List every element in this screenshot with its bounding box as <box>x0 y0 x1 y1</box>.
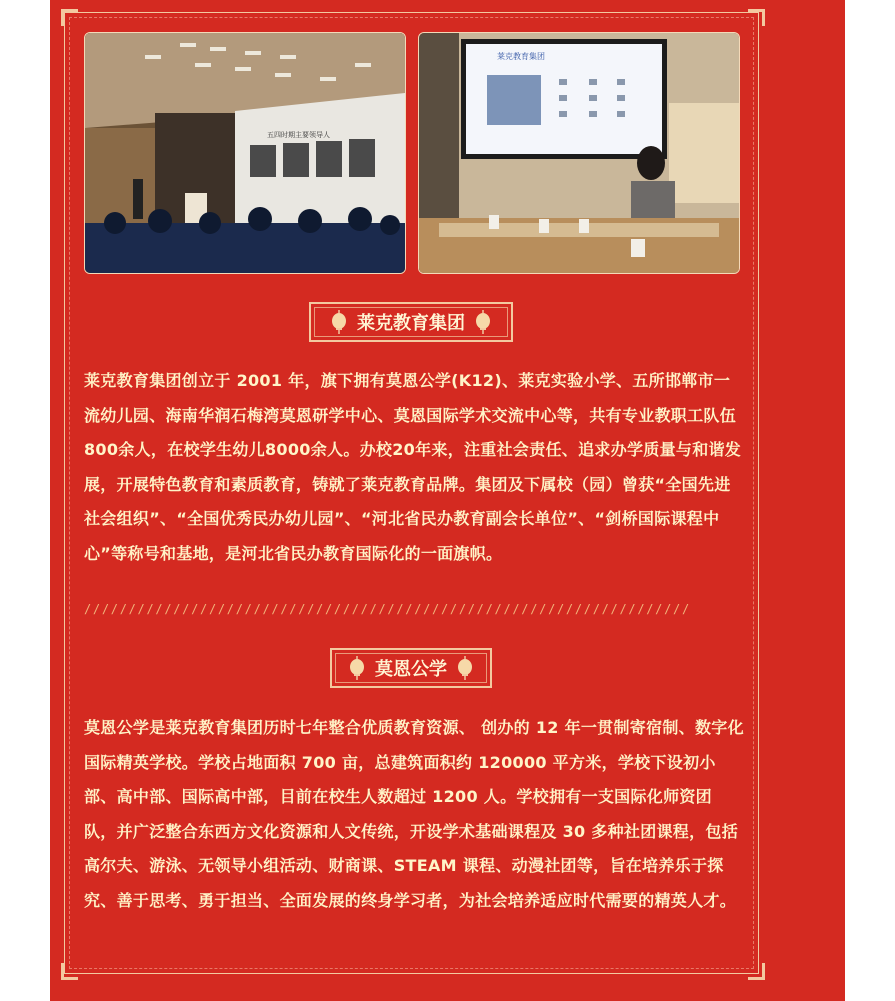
section-title: 莱克教育集团 <box>357 313 465 334</box>
meeting-room-photo <box>418 32 740 274</box>
slash-divider: //////////////////////////////////////////////////////////////////// <box>84 602 691 616</box>
lantern-icon <box>331 310 347 334</box>
frame-corner <box>748 9 765 26</box>
slide-heading: 五四时期主要领导人 <box>267 131 330 139</box>
section-title-box <box>330 648 492 688</box>
frame-corner <box>748 963 765 980</box>
frame-corner <box>61 9 78 26</box>
section-paragraph: 莫恩公学是莱克教育集团历时七年整合优质教育资源、 创办的 12 年一贯制寄宿制、数字化国际精英学校。学校占地面积 700 亩，总建筑面积约 120000 平方米，学校下设初小部、高中部、国际高中部，目前在校生人数超过 1200 人。学校拥有一支国际化师资团队，并广泛整合东西方文化资源和人文传统，开设学术基础课程及 30 多种社团课程，包括高尔夫、游泳、无领导小组活动、财商课、STEAM 课程、动漫社团等，旨在培养乐于探究、善于思考、勇于担当、全面发展的终身学习者，为社会培养适应时代需要的精英人才。 <box>84 718 744 910</box>
lecture-hall-photo <box>84 32 406 274</box>
lantern-icon <box>349 656 365 680</box>
section-paragraph: 莱克教育集团创立于 2001 年，旗下拥有莫恩公学(K12)、莱克实验小学、五所邯郸市一流幼儿园、海南华润石梅湾莫恩研学中心、莫恩国际学术交流中心等，共有专业教职工队伍800余人，在校学生幼儿8000余人。办校20年来，注重社会责任、追求办学质量与和谐发展，开展特色教育和素质教育，铸就了莱克教育品牌。集团及下属校（园）曾获“全国先进社会组织”、“全国优秀民办幼儿园”、“河北省民办教育副会长单位”、“剑桥国际课程中心”等称号和基地，是河北省民办教育国际化的一面旗帜。 <box>84 371 742 563</box>
section-title-box <box>309 302 513 342</box>
frame-corner <box>61 963 78 980</box>
section-title: 莫恩公学 <box>375 659 447 680</box>
lantern-icon <box>457 656 473 680</box>
slide-heading: 莱克教育集团 <box>497 52 545 61</box>
lantern-icon <box>475 310 491 334</box>
